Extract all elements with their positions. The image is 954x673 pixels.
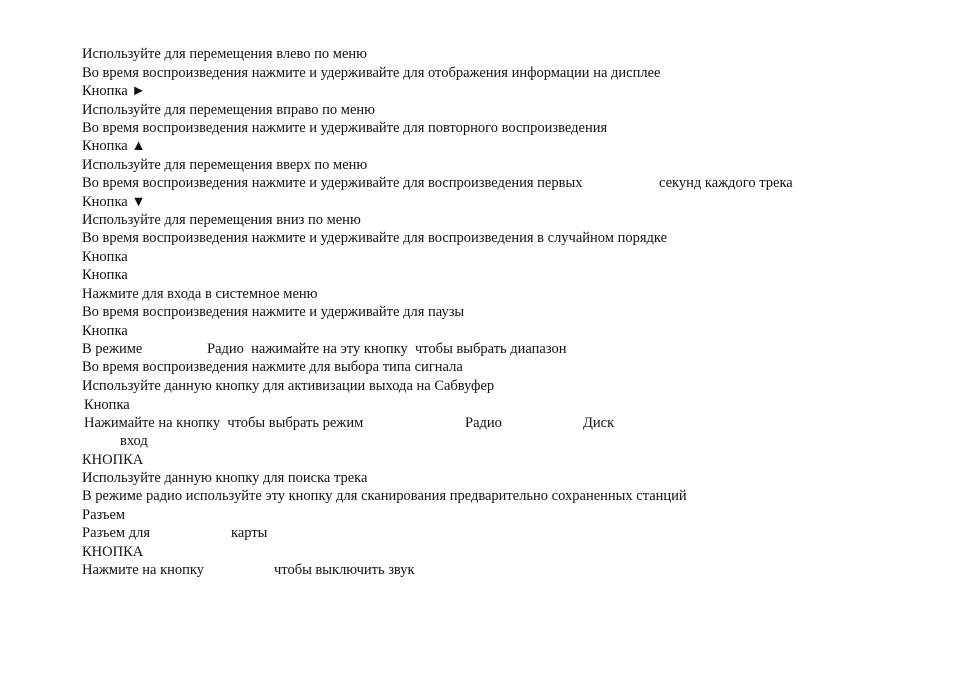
text-line: вход (120, 433, 148, 449)
text-line: Кнопка (82, 249, 128, 265)
text-line: В режиме радио используйте эту кнопку для сканирования предварительно сохраненных станций (82, 488, 687, 504)
text-line: Кнопка ▲ (82, 138, 146, 154)
text-segment: В режиме (82, 341, 143, 357)
text-line: Кнопка (82, 323, 128, 339)
text-segment: Диск (583, 415, 615, 431)
text-line: Во время воспроизведения нажмите и удерживайте для воспроизведения в случайном порядке (82, 230, 668, 246)
text-segment: чтобы выключить звук (274, 562, 415, 578)
text-line: Используйте данную кнопку для поиска трека (82, 470, 368, 486)
text-segment: Радио (465, 415, 502, 431)
text-line: Нажмите для входа в системное меню (82, 286, 318, 302)
text-line: Во время воспроизведения нажмите и удерживайте для паузы (82, 304, 465, 320)
text-segment: секунд каждого трека (659, 175, 793, 191)
text-line: Во время воспроизведения нажмите и удерживайте для отображения информации на дисплее (82, 65, 661, 81)
text-line: Во время воспроизведения нажмите и удерживайте для повторного воспроизведения (82, 120, 608, 136)
text-segment: Нажимайте на кнопку чтобы выбрать режим (84, 415, 364, 431)
text-line: Используйте для перемещения вправо по меню (82, 102, 375, 118)
text-line: КНОПКА (82, 544, 144, 560)
text-line: Кнопка ► (82, 83, 146, 99)
text-line: КНОПКА (82, 452, 144, 468)
text-line: Используйте данную кнопку для активизации выхода на Сабвуфер (82, 378, 495, 394)
text-line: Во время воспроизведения нажмите для выбора типа сигнала (82, 359, 463, 375)
text-line: Кнопка (82, 267, 128, 283)
text-line: Кнопка (84, 397, 130, 413)
text-line: Используйте для перемещения вниз по меню (82, 212, 361, 228)
text-line: Используйте для перемещения вверх по меню (82, 157, 368, 173)
text-segment: Радио нажимайте на эту кнопку чтобы выбрать диапазон (207, 341, 567, 357)
text-segment: Во время воспроизведения нажмите и удерживайте для воспроизведения первых (82, 175, 583, 191)
text-line: Используйте для перемещения влево по меню (82, 46, 368, 62)
text-line: Разъем (82, 507, 126, 523)
text-segment: карты (231, 525, 268, 541)
text-line: Кнопка ▼ (82, 194, 146, 210)
text-segment: Разъем для (82, 525, 150, 541)
text-segment: Нажмите на кнопку (82, 562, 204, 578)
